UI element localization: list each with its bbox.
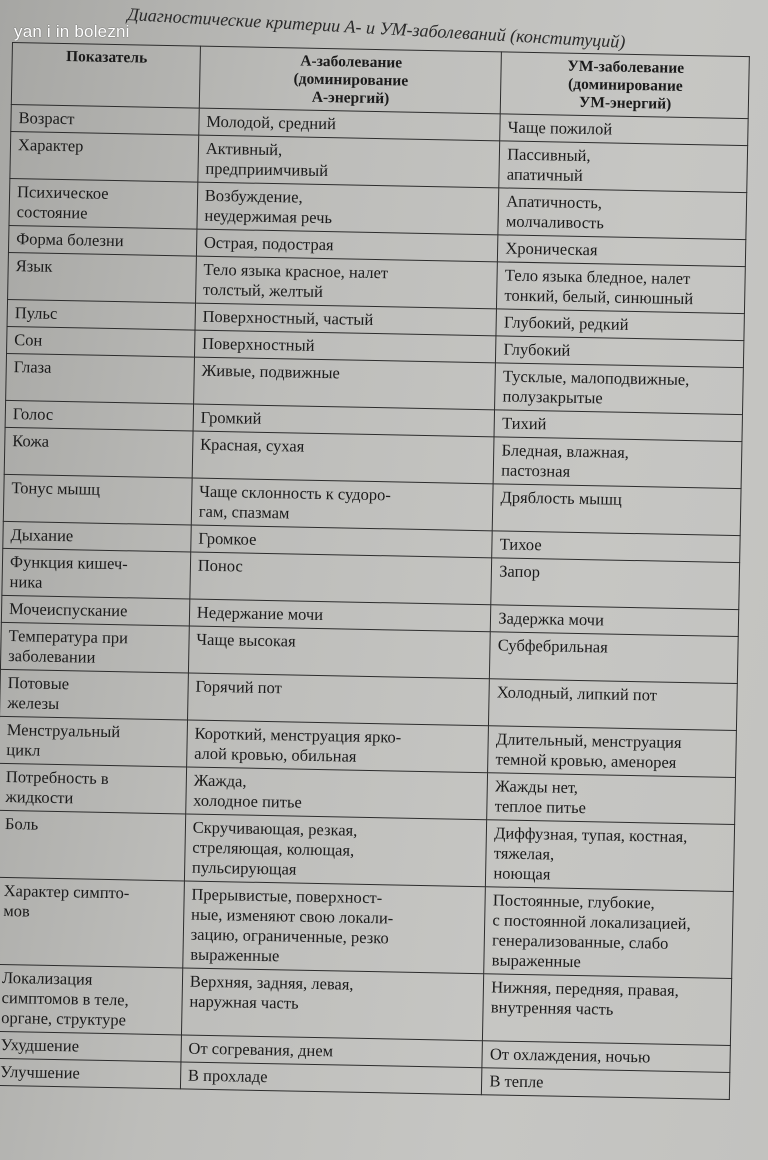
cell-a-disease: Поверхностный, частый	[195, 303, 497, 336]
criteria-table	[0, 42, 750, 1100]
cell-a-disease: Тело языка красное, налет толстый, желтый	[195, 256, 497, 309]
cell-a-disease: Острая, подострая	[196, 229, 498, 262]
cell-um-disease: Нижняя, передняя, правая, внутренняя часть	[483, 974, 732, 1046]
cell-a-disease: Недержание мочи	[189, 599, 491, 632]
cell-indicator: Пульс	[7, 299, 195, 330]
cell-a-disease: Поверхностный	[194, 330, 496, 363]
cell-indicator: Психическое состояние	[9, 178, 198, 229]
cell-um-disease: Чаще пожилой	[500, 114, 748, 146]
cell-um-disease: Глубокий, редкий	[496, 309, 744, 341]
cell-a-disease: Скручивающая, резкая, стреляющая, колющая, пульсирующая	[184, 814, 487, 887]
cell-indicator: Форма болезни	[8, 225, 196, 256]
cell-indicator: Ухудшение	[0, 1031, 181, 1062]
cell-indicator: Кожа	[4, 427, 193, 478]
cell-indicator: Мочеиспускание	[1, 595, 189, 626]
cell-um-disease: Тихое	[492, 531, 740, 563]
cell-indicator: Тонус мышц	[3, 474, 192, 525]
cell-indicator: Улучшение	[0, 1058, 181, 1089]
cell-um-disease: В тепле	[482, 1068, 730, 1100]
cell-indicator: Голос	[5, 400, 193, 431]
cell-a-disease: В прохладе	[180, 1062, 482, 1095]
cell-um-disease: Бледная, влажная, пастозная	[493, 437, 742, 489]
cell-indicator: Менструальный цикл	[0, 716, 187, 767]
cell-um-disease: Длительный, менструация темной кровью, аменорея	[488, 726, 737, 778]
table-row	[0, 877, 733, 978]
cell-um-disease: Субфебрильная	[490, 632, 739, 684]
cell-um-disease: Запор	[491, 558, 740, 610]
cell-a-disease: Жажда, холодное питье	[186, 767, 488, 820]
cell-a-disease: Короткий, менструация ярко- алой кровью, обильная	[186, 720, 488, 773]
cell-um-disease: Пассивный, апатичный	[499, 141, 748, 193]
header-um-disease: УМ-заболевание (доминирование УМ-энергий)	[501, 52, 750, 119]
cell-indicator: Возраст	[11, 104, 199, 135]
cell-um-disease: Постоянные, глубокие, с постоянной локализацией, генерализованные, слабо выраженные	[484, 887, 733, 979]
cell-a-disease: Горячий пот	[187, 673, 489, 726]
cell-um-disease: Хроническая	[498, 235, 746, 267]
cell-um-disease: Холодный, липкий пот	[489, 679, 738, 731]
cell-a-disease: Активный, предприимчивый	[198, 135, 500, 188]
page-title: Диагностические критерии А- и УМ-заболеваний (конституций)	[126, 4, 626, 52]
cell-um-disease: Жажды нет, теплое питье	[487, 773, 736, 825]
cell-um-disease: Тусклые, малоподвижные, полузакрытые	[495, 363, 744, 415]
cell-indicator: Глаза	[6, 353, 195, 404]
cell-a-disease: Чаще склонность к судоро- гам, спазмам	[191, 478, 493, 531]
cell-a-disease: Молодой, средний	[199, 108, 501, 141]
cell-a-disease: Громкое	[191, 525, 493, 558]
cell-indicator: Сон	[7, 326, 195, 357]
cell-um-disease: Тело языка бледное, налет тонкий, белый, синюшный	[497, 262, 746, 314]
header-indicator: Показатель	[11, 43, 200, 109]
cell-a-disease: Чаще высокая	[188, 626, 490, 679]
cell-um-disease: Тихий	[494, 410, 742, 442]
cell-indicator: Температура при заболевании	[0, 622, 189, 673]
cell-indicator: Дыхание	[3, 521, 191, 552]
cell-indicator: Потовые железы	[0, 669, 188, 720]
cell-indicator: Характер	[10, 131, 199, 182]
criteria-table-container	[0, 42, 750, 1100]
cell-a-disease: От согревания, днем	[181, 1035, 483, 1068]
cell-um-disease: Апатичность, молчаливость	[498, 188, 747, 240]
cell-indicator: Боль	[0, 810, 186, 881]
cell-indicator: Потребность в жидкости	[0, 763, 186, 814]
cell-um-disease: Диффузная, тупая, костная, тяжелая, ноющая	[486, 820, 735, 892]
cell-um-disease: Дряблость мышц	[493, 484, 742, 536]
cell-indicator: Характер симпто- мов	[0, 877, 184, 968]
cell-indicator: Функция кишеч- ника	[2, 548, 191, 599]
cell-um-disease: От охлаждения, ночью	[482, 1041, 730, 1073]
cell-a-disease: Понос	[190, 552, 492, 605]
header-a-disease: А-заболевание (доминирование А-энергий)	[199, 46, 502, 114]
watermark: yan i in bolezni	[14, 22, 130, 41]
cell-a-disease: Возбуждение, неудержимая речь	[197, 182, 499, 235]
cell-a-disease: Живые, подвижные	[193, 357, 495, 410]
cell-a-disease: Громкий	[193, 404, 495, 437]
table-body	[0, 104, 748, 1099]
cell-um-disease: Задержка мочи	[491, 605, 739, 637]
cell-a-disease: Красная, сухая	[192, 431, 494, 484]
cell-a-disease: Верхняя, задняя, левая, наружная часть	[181, 968, 484, 1041]
cell-indicator: Язык	[8, 252, 197, 303]
cell-indicator: Локализация симптомов в теле, органе, структуре	[0, 964, 183, 1035]
cell-um-disease: Глубокий	[496, 336, 744, 368]
cell-a-disease: Прерывистые, поверхност- ные, изменяют свою локали- зацию, ограниченные, резко выраженные	[183, 881, 486, 974]
